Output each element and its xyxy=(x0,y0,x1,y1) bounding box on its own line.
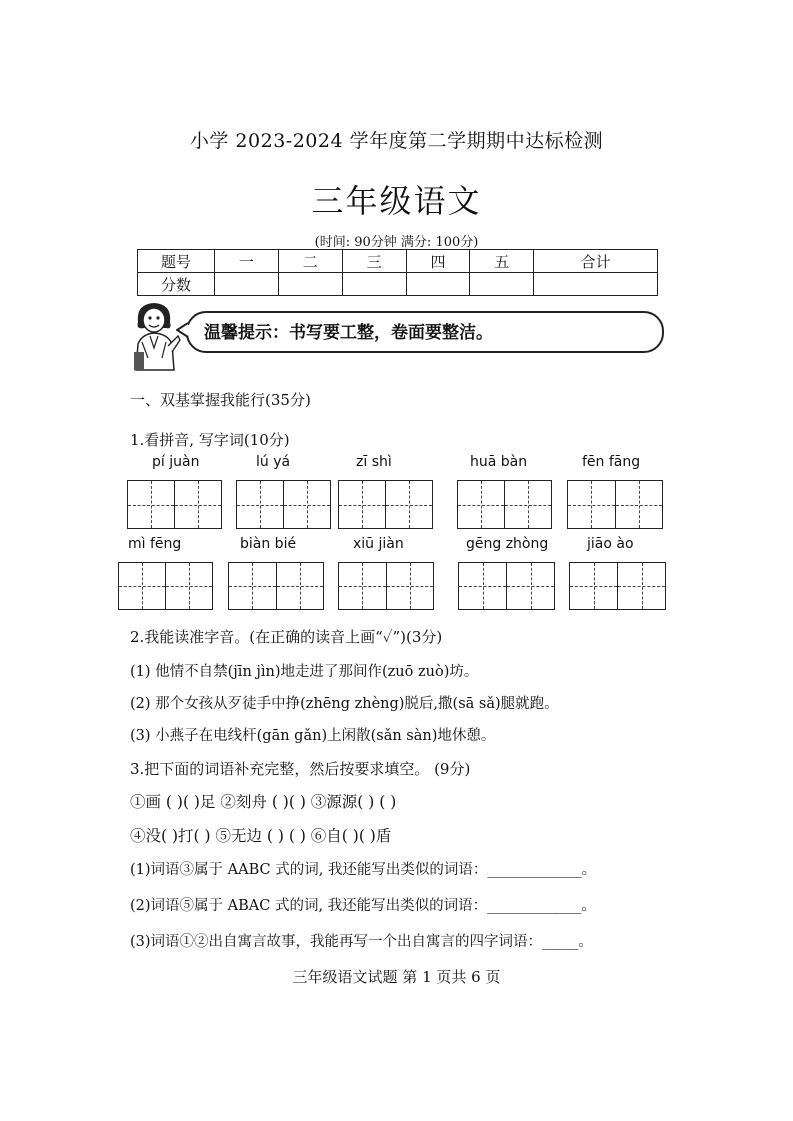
q2-item: (3) 小燕子在电线杆(gān gǎn)上闲散(sǎn sàn)地休憩。 xyxy=(130,728,496,744)
section-1-title: 一、双基掌握我能行(35分) xyxy=(130,391,311,409)
score-header-cell: 五 xyxy=(470,250,534,273)
q2-item: (2) 那个女孩从歹徒手中挣(zhēng zhèng)脱后,撒(sā sǎ)腿就跑。 xyxy=(130,696,559,712)
score-input-cell[interactable] xyxy=(278,273,342,296)
tip-text: 温馨提示：书写要工整，卷面要整洁。 xyxy=(204,323,493,343)
score-header-cell: 题号 xyxy=(138,250,215,273)
q3-title: 3.把下面的词语补充完整，然后按要求填空。 (9分) xyxy=(130,760,471,778)
pinyin-label: xiū jiàn xyxy=(353,536,404,552)
score-row-label: 分数 xyxy=(138,273,215,296)
score-table xyxy=(137,249,658,296)
q2-title: 2.我能读准字音。(在正确的读音上画“✓”)(3分) xyxy=(130,628,443,646)
pinyin-label: fēn fāng xyxy=(582,454,641,470)
pinyin-label: pí juàn xyxy=(152,454,200,470)
school-title: 小学 2023-2024 学年度第二学期期中达标检测 xyxy=(189,130,604,152)
score-header-cell: 三 xyxy=(342,250,406,273)
score-input-cell[interactable] xyxy=(342,273,406,296)
writing-grid[interactable] xyxy=(228,562,324,610)
writing-grid[interactable] xyxy=(236,480,331,529)
q2-item: (1) 他情不自禁(jīn jìn)地走进了那间作(zuō zuò)坊。 xyxy=(130,664,479,680)
writing-grid[interactable] xyxy=(127,480,222,529)
score-header-cell: 一 xyxy=(215,250,279,273)
q3-sub-item: (3)词语①②出自寓言故事，我能再写一个出自寓言的四字词语：_____。 xyxy=(130,934,593,950)
q3-sub-item: (2)词语⑤属于 ABAC 式的词, 我还能写出类似的词语：_____________。 xyxy=(130,898,596,914)
pinyin-label: zī shì xyxy=(356,454,392,470)
bubble-tail-icon xyxy=(176,322,190,338)
score-header-cell: 合计 xyxy=(534,250,658,273)
score-input-cell[interactable] xyxy=(470,273,534,296)
writing-grid[interactable] xyxy=(118,562,213,610)
score-input-cell[interactable] xyxy=(215,273,279,296)
q3-line: ①画 ( )( )足 ②刻舟 ( )( ) ③源源( ) ( ) xyxy=(130,793,397,811)
score-input-cell[interactable] xyxy=(406,273,470,296)
time-note: (时间: 90分钟 满分: 100分) xyxy=(314,235,479,250)
q3-sub-item: (1)词语③属于 AABC 式的词, 我还能写出类似的词语：_____________。 xyxy=(130,862,597,878)
writing-grid[interactable] xyxy=(338,480,433,529)
teacher-illustration xyxy=(128,300,182,372)
pinyin-label: gēng zhòng xyxy=(466,536,549,552)
score-table-row xyxy=(138,273,658,296)
score-input-cell[interactable] xyxy=(534,273,658,296)
page-title: 三年级语文 xyxy=(311,182,482,220)
score-header-cell: 二 xyxy=(278,250,342,273)
pinyin-label: jiāo ào xyxy=(587,536,634,552)
score-header-cell: 四 xyxy=(406,250,470,273)
score-table-header-row xyxy=(138,250,658,273)
q1-title: 1.看拼音, 写字词(10分) xyxy=(130,431,290,449)
writing-grid[interactable] xyxy=(567,480,663,529)
q3-line: ④没( )打( ) ⑤无边 ( ) ( ) ⑥自( )( )盾 xyxy=(130,827,392,845)
pinyin-label: lú yá xyxy=(256,454,291,470)
pinyin-label: mì fēng xyxy=(128,536,182,552)
pinyin-label: biàn bié xyxy=(240,536,297,552)
writing-grid[interactable] xyxy=(338,562,434,610)
page-footer: 三年级语文试题 第 1 页共 6 页 xyxy=(292,968,501,986)
writing-grid[interactable] xyxy=(457,480,552,529)
pinyin-label: huā bàn xyxy=(470,454,528,470)
writing-grid[interactable] xyxy=(569,562,666,610)
writing-grid[interactable] xyxy=(458,562,555,610)
